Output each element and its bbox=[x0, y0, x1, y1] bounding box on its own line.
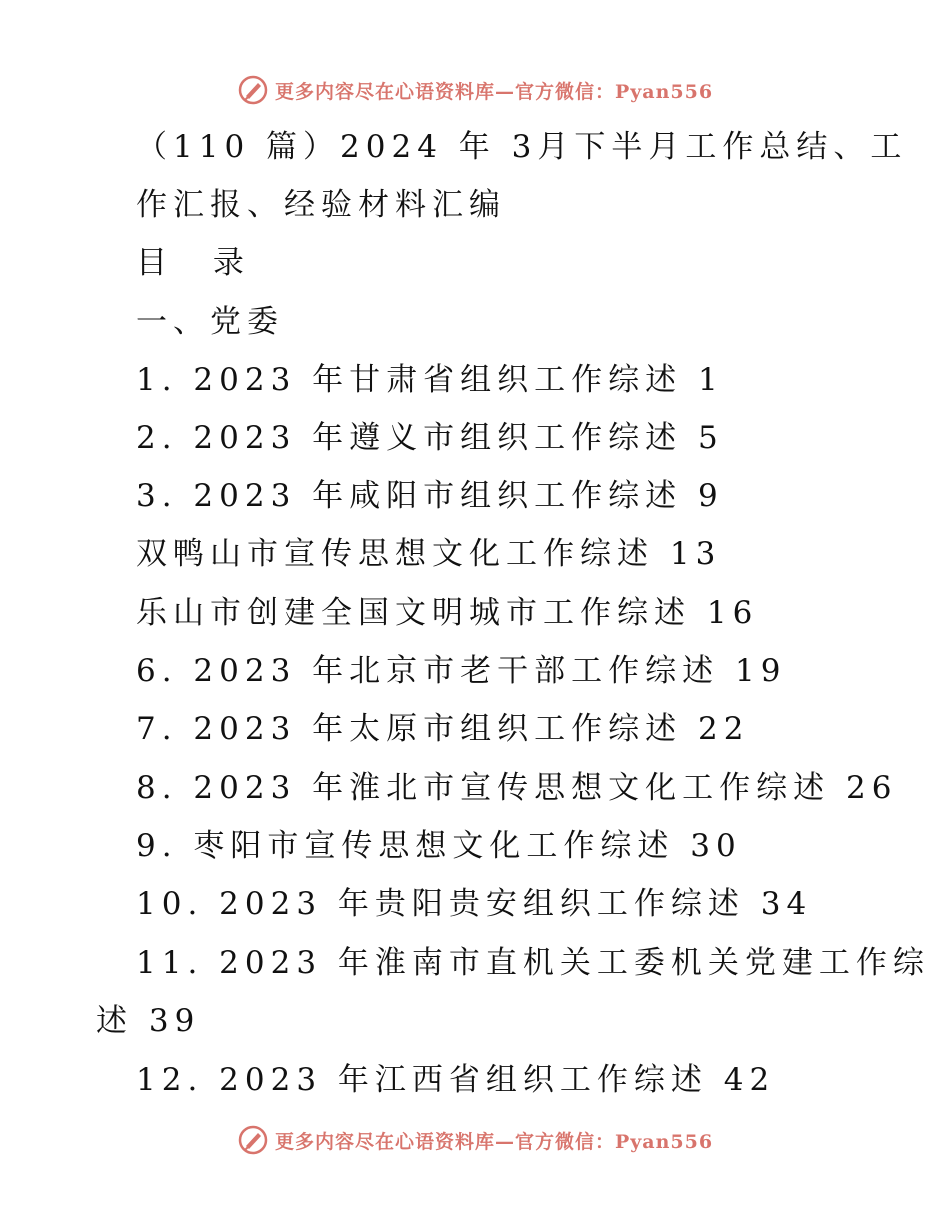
toc-entry: 2. 2023 年遵义市组织工作综述 5 bbox=[136, 420, 724, 456]
footer-watermark-banner bbox=[0, 1120, 950, 1160]
toc-entry: 9. 枣阳市宣传思想文化工作综述 30 bbox=[136, 828, 742, 864]
toc-entry: 3. 2023 年咸阳市组织工作综述 9 bbox=[136, 478, 724, 514]
header-watermark-banner bbox=[0, 70, 950, 110]
toc-entry: 双鸭山市宣传思想文化工作综述 13 bbox=[136, 536, 722, 572]
toc-entry: 6. 2023 年北京市老干部工作综述 19 bbox=[136, 653, 787, 689]
watermark-text: 更多内容尽在心语资料库—官方微信：Pyan556 bbox=[274, 80, 714, 103]
toc-entry: 1. 2023 年甘肃省组织工作综述 1 bbox=[136, 362, 724, 398]
toc-entry: 8. 2023 年淮北市宣传思想文化工作综述 26 bbox=[136, 770, 898, 806]
quill-seal-icon bbox=[237, 74, 269, 106]
toc-entry: 11. 2023 年淮南市直机关工委机关党建工作综 bbox=[136, 945, 930, 981]
toc-entry-continuation: 述 39 bbox=[96, 1003, 201, 1039]
document-title-line-2: 作汇报、经验材料汇编 bbox=[136, 187, 506, 223]
toc-heading: 目 录 bbox=[136, 245, 262, 281]
toc-entry: 乐山市创建全国文明城市工作综述 16 bbox=[136, 595, 759, 631]
watermark-text: 更多内容尽在心语资料库—官方微信：Pyan556 bbox=[274, 1130, 714, 1153]
section-heading: 一、党委 bbox=[136, 304, 284, 340]
quill-seal-icon bbox=[237, 1124, 269, 1156]
toc-entry: 10. 2023 年贵阳贵安组织工作综述 34 bbox=[136, 886, 813, 922]
toc-entry: 12. 2023 年江西省组织工作综述 42 bbox=[136, 1062, 776, 1098]
document-title-line-1: （110 篇）2024 年 3月下半月工作总结、工 bbox=[136, 129, 908, 165]
toc-entry: 7. 2023 年太原市组织工作综述 22 bbox=[136, 711, 750, 747]
